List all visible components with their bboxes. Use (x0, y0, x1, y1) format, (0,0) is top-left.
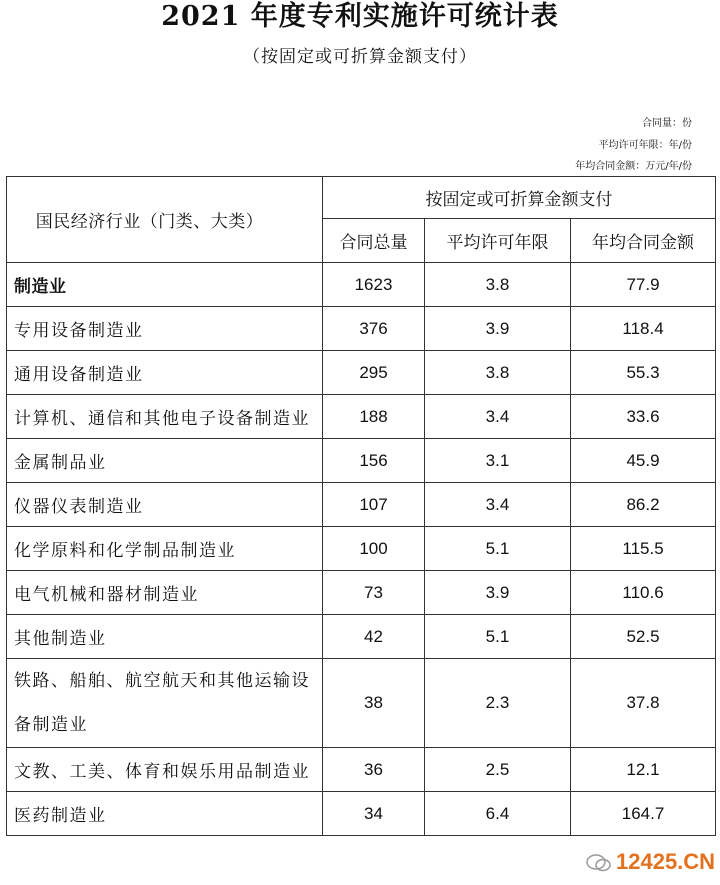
industry-name: 其他制造业 (7, 615, 323, 659)
industry-name (7, 659, 323, 748)
contract-count: 188 (323, 395, 425, 439)
avg-amount: 33.6 (571, 395, 716, 439)
industry-name-line-1: 铁路、船舶、航空航天和其他运输设 (14, 671, 310, 691)
table-row (7, 351, 716, 395)
industry-name: 专用设备制造业 (7, 307, 323, 351)
contract-count: 42 (323, 615, 425, 659)
avg-years: 2.5 (425, 748, 571, 792)
avg-years: 3.9 (425, 307, 571, 351)
avg-years: 2.3 (425, 659, 571, 748)
table-header-row (7, 177, 716, 219)
unit-contract-count: 合同量：份 (642, 118, 692, 129)
avg-amount: 115.5 (571, 527, 716, 571)
avg-years: 5.1 (425, 527, 571, 571)
industry-name: 通用设备制造业 (7, 351, 323, 395)
contract-count: 295 (323, 351, 425, 395)
table-row (7, 748, 716, 792)
contract-count: 36 (323, 748, 425, 792)
industry-name: 医药制造业 (7, 792, 323, 836)
avg-years: 5.1 (425, 615, 571, 659)
avg-years: 3.1 (425, 439, 571, 483)
avg-years: 3.9 (425, 571, 571, 615)
industry-name: 化学原料和化学制品制造业 (7, 527, 323, 571)
avg-years: 3.8 (425, 263, 571, 307)
avg-amount: 12.1 (571, 748, 716, 792)
contract-count: 1623 (323, 263, 425, 307)
contract-count: 34 (323, 792, 425, 836)
table-row (7, 527, 716, 571)
avg-amount: 37.8 (571, 659, 716, 748)
table-row (7, 571, 716, 615)
table-row (7, 792, 716, 836)
avg-amount: 110.6 (571, 571, 716, 615)
avg-amount: 164.7 (571, 792, 716, 836)
avg-amount: 55.3 (571, 351, 716, 395)
count-column-header: 合同总量 (323, 219, 425, 263)
site-watermark (580, 845, 715, 879)
industry-name: 电气机械和器材制造业 (7, 571, 323, 615)
unit-avg-amount: 年均合同金额：万元/年/份 (575, 161, 692, 172)
avg-amount: 45.9 (571, 439, 716, 483)
industry-name: 仪器仪表制造业 (7, 483, 323, 527)
watermark-text: 12425.CN (616, 849, 716, 874)
industry-column-header: 国民经济行业（门类、大类） (7, 177, 323, 263)
contract-count: 156 (323, 439, 425, 483)
table-row (7, 439, 716, 483)
avg-years: 3.4 (425, 483, 571, 527)
industry-name: 计算机、通信和其他电子设备制造业 (7, 395, 323, 439)
payment-group-header: 按固定或可折算金额支付 (323, 177, 716, 219)
amount-column-header: 年均合同金额 (571, 219, 716, 263)
patent-license-table (6, 176, 716, 836)
avg-amount: 86.2 (571, 483, 716, 527)
contract-count: 107 (323, 483, 425, 527)
years-column-header: 平均许可年限 (425, 219, 571, 263)
table-row (7, 615, 716, 659)
contract-count: 38 (323, 659, 425, 748)
page-title: 2021 年度专利实施许可统计表 (161, 1, 559, 32)
avg-amount: 77.9 (571, 263, 716, 307)
table-row (7, 659, 716, 748)
avg-amount: 52.5 (571, 615, 716, 659)
contract-count: 73 (323, 571, 425, 615)
table-row (7, 307, 716, 351)
table-row (7, 263, 716, 307)
industry-name-line-2: 备制造业 (14, 715, 88, 735)
table-row (7, 483, 716, 527)
wechat-icon (586, 853, 612, 877)
contract-count: 376 (323, 307, 425, 351)
industry-name: 制造业 (7, 263, 323, 307)
page-subtitle: （按固定或可折算金额支付） (243, 47, 477, 67)
table-row (7, 395, 716, 439)
avg-years: 6.4 (425, 792, 571, 836)
unit-avg-years: 平均许可年限：年/份 (598, 140, 692, 151)
industry-name: 金属制品业 (7, 439, 323, 483)
avg-amount: 118.4 (571, 307, 716, 351)
avg-years: 3.4 (425, 395, 571, 439)
industry-name: 文教、工美、体育和娱乐用品制造业 (7, 748, 323, 792)
avg-years: 3.8 (425, 351, 571, 395)
contract-count: 100 (323, 527, 425, 571)
